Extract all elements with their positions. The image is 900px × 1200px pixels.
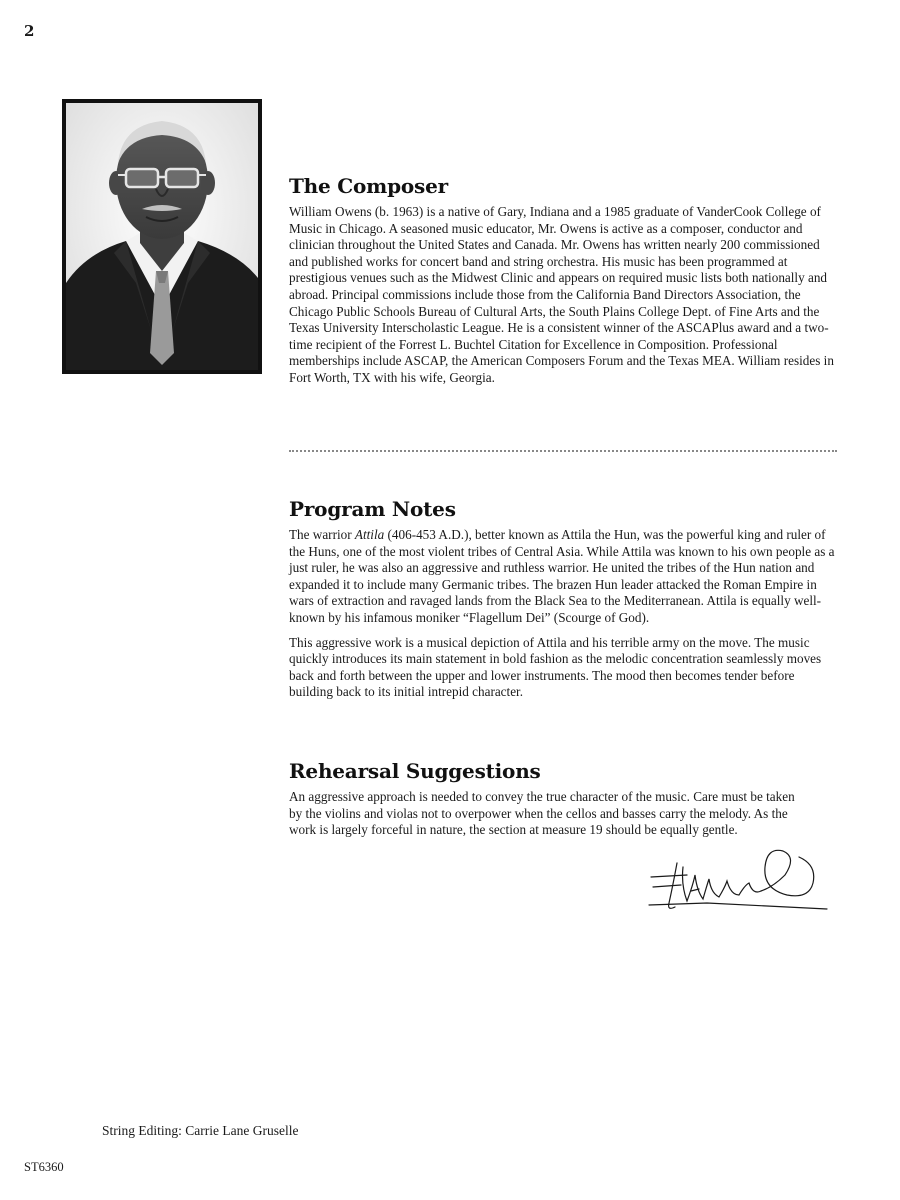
- program-notes-paragraph-1: [289, 527, 839, 627]
- p1-body: (406-453 A.D.), better known as Attila the Hun, was the powerful king and ruler of the Huns, one of the most violent tribes of Central Asia. While Attila was known to his own people as a just ruler, he was also an aggressive and ruthless warrior. He united the tribes of the Hun nation and expanded it to include many Germanic tribes. The brazen Hun leader attacked the Roman Empire in wars of extraction and ravaged lands from the Black Sea to the Mediterranean. Attila is equally well-known by his infamous moniker “Flagellum Dei” (Scourge of God).: [289, 527, 835, 625]
- program-notes-heading: Program Notes: [289, 497, 456, 521]
- composer-section: [289, 174, 839, 395]
- composer-photo: [62, 99, 262, 374]
- composer-heading: The Composer: [289, 174, 448, 198]
- p1-lead: The warrior: [289, 527, 355, 542]
- section-divider: [289, 450, 837, 452]
- program-notes-paragraph-2: This aggressive work is a musical depiction of Attila and his terrible army on the move. The music quickly introduces its main statement in bold fashion as the melodic concentration seamlessly moves back and forth between the upper and lower instruments. The mood then becomes tender before building back to its initial intrepid character.: [289, 634, 822, 700]
- composer-portrait-icon: [66, 103, 258, 370]
- rehearsal-text: An aggressive approach is needed to convey the true character of the music. Care must be taken by the violins and violas not to overpower when the cellos and basses carry the melody. As the work is largely forceful in nature, the section at measure 19 should be equally gentle.: [289, 789, 795, 838]
- page-number: 2: [24, 22, 35, 40]
- catalog-number: ST6360: [24, 1160, 64, 1174]
- rehearsal-section: [289, 759, 839, 847]
- program-notes-section: [289, 497, 839, 709]
- p1-italic-title: Attila: [354, 527, 385, 542]
- rehearsal-heading: Rehearsal Suggestions: [289, 759, 541, 783]
- composer-bio: William Owens (b. 1963) is a native of Gary, Indiana and a 1985 graduate of VanderCook College of Music in Chicago. A seasoned music educator, Mr. Owens is active as a composer, conductor and clinician throughout the United States and Canada. Mr. Owens has written nearly 200 commissioned and published works for concert band and string orchestra. His music has been programmed at prestigious venues such as the Midwest Clinic and appears on required music lists both nationally and abroad. Principal commissions include those from the California Band Directors Association, the Chicago Public Schools Bureau of Cultural Arts, the South Plains College Dept. of Fine Arts and the Texas University Interscholastic League. He is a consistent winner of the ASCAPlus award and a two-time recipient of the Forrest L. Buchtel Citation for Excellence in Composition. Professional memberships include ASCAP, the American Composers Forum and the Texas MEA. William resides in Fort Worth, TX with his wife, Georgia.: [289, 204, 834, 385]
- string-editing-credit: String Editing: Carrie Lane Gruselle: [102, 1123, 299, 1138]
- signature-icon: [647, 845, 831, 917]
